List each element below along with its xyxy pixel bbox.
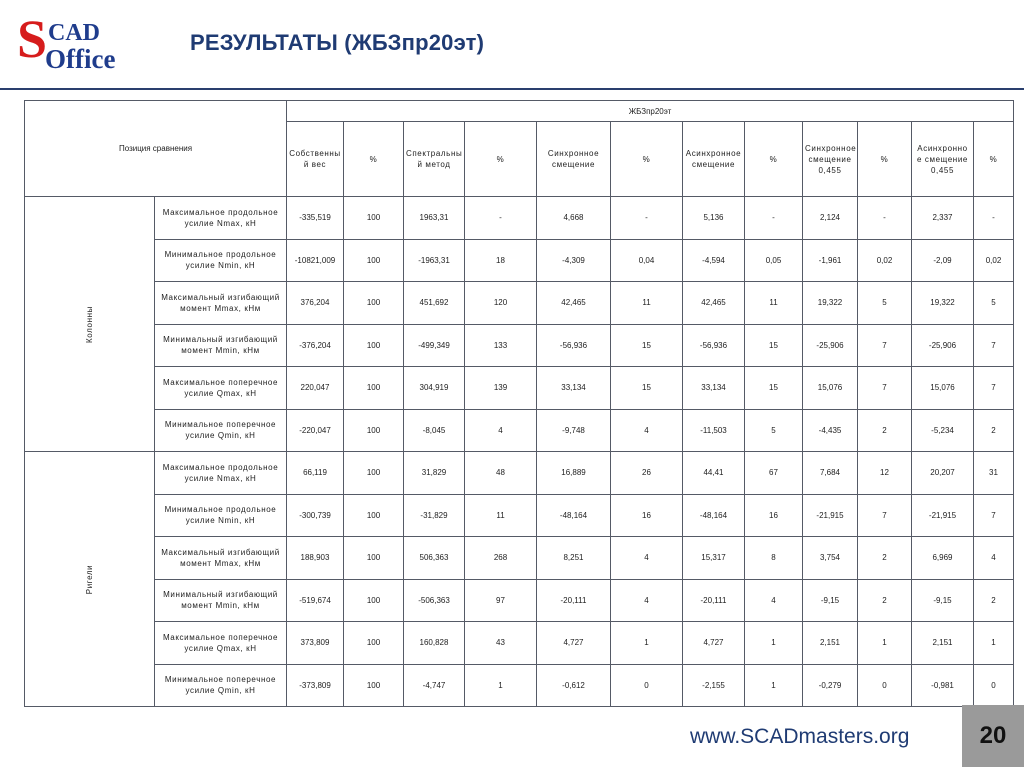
value-cell: 373,809 bbox=[287, 622, 344, 665]
cell-text-line: Минимальное продольное bbox=[164, 505, 277, 515]
value-cell: 6,969 bbox=[912, 537, 974, 580]
value-cell: 100 bbox=[344, 579, 404, 622]
results-table bbox=[24, 100, 1014, 707]
row-label bbox=[155, 537, 287, 580]
table-row bbox=[25, 197, 1014, 240]
cell-text-line: усилие Qmin, кН bbox=[185, 431, 256, 441]
value-cell: 100 bbox=[344, 367, 404, 410]
svg-text:S: S bbox=[17, 13, 48, 69]
value-cell: 15,076 bbox=[912, 367, 974, 410]
value-cell: 4,727 bbox=[537, 622, 611, 665]
value-cell: 2,337 bbox=[912, 197, 974, 240]
value-cell: 376,204 bbox=[287, 282, 344, 325]
value-cell: 100 bbox=[344, 452, 404, 495]
value-cell: 7 bbox=[858, 367, 912, 410]
value-cell: -300,739 bbox=[287, 494, 344, 537]
value-cell: -10821,009 bbox=[287, 239, 344, 282]
column-header bbox=[611, 122, 683, 197]
value-cell: 4 bbox=[611, 409, 683, 452]
value-cell: 33,134 bbox=[683, 367, 745, 410]
value-cell: -31,829 bbox=[404, 494, 465, 537]
cell-text-line: е смещение bbox=[917, 154, 968, 164]
value-cell: -1963,31 bbox=[404, 239, 465, 282]
value-cell: 4 bbox=[745, 579, 803, 622]
value-cell: 7 bbox=[974, 367, 1014, 410]
value-cell: 4,727 bbox=[683, 622, 745, 665]
scheme-header: ЖБЗпр20эт bbox=[287, 101, 1014, 122]
cell-text-line: усилие Qmax, кН bbox=[184, 643, 257, 653]
value-cell: 4 bbox=[611, 537, 683, 580]
cell-text-line: смещение bbox=[551, 160, 596, 169]
cell-text-line: Синхронное bbox=[805, 143, 857, 153]
value-cell: 67 bbox=[745, 452, 803, 495]
value-cell: -48,164 bbox=[537, 494, 611, 537]
cell-text-line: смещение bbox=[691, 160, 736, 169]
value-cell: 100 bbox=[344, 409, 404, 452]
cell-text-line: Максимальное поперечное bbox=[162, 632, 279, 642]
cell-text-line: Асинхронное bbox=[685, 149, 742, 158]
value-cell: 0,02 bbox=[858, 239, 912, 282]
cell-text-line: момент Mmax, кНм bbox=[180, 303, 261, 313]
value-cell: -506,363 bbox=[404, 579, 465, 622]
value-cell: 8,251 bbox=[537, 537, 611, 580]
column-header bbox=[745, 122, 803, 197]
value-cell: -2,155 bbox=[683, 664, 745, 707]
value-cell: 19,322 bbox=[803, 282, 858, 325]
row-label bbox=[155, 664, 287, 707]
value-cell: 18 bbox=[465, 239, 537, 282]
cell-text-line: Спектральны bbox=[406, 149, 463, 158]
cell-text-line: Максимальное продольное bbox=[162, 207, 279, 217]
value-cell: 451,692 bbox=[404, 282, 465, 325]
value-cell: 7 bbox=[858, 324, 912, 367]
value-cell: 26 bbox=[611, 452, 683, 495]
value-cell: -0,981 bbox=[912, 664, 974, 707]
value-cell: 11 bbox=[465, 494, 537, 537]
row-label bbox=[155, 409, 287, 452]
cell-text-line: 0,455 bbox=[818, 165, 842, 175]
value-cell: -0,612 bbox=[537, 664, 611, 707]
value-cell: 2,151 bbox=[912, 622, 974, 665]
value-cell: 160,828 bbox=[404, 622, 465, 665]
svg-text:Office: Office bbox=[45, 44, 116, 74]
cell-text-line: 0,455 bbox=[930, 165, 955, 175]
value-cell: -499,349 bbox=[404, 324, 465, 367]
value-cell: 0,02 bbox=[974, 239, 1014, 282]
cell-text-line: % bbox=[642, 154, 651, 164]
value-cell: -48,164 bbox=[683, 494, 745, 537]
value-cell: 0,04 bbox=[611, 239, 683, 282]
value-cell: - bbox=[745, 197, 803, 240]
value-cell: 15,317 bbox=[683, 537, 745, 580]
cell-text-line: Минимальное поперечное bbox=[164, 675, 277, 685]
group-label bbox=[25, 197, 155, 452]
cell-text-line: Синхронное bbox=[547, 149, 600, 158]
value-cell: 33,134 bbox=[537, 367, 611, 410]
value-cell: 11 bbox=[611, 282, 683, 325]
value-cell: 4,668 bbox=[537, 197, 611, 240]
value-cell: 2 bbox=[974, 579, 1014, 622]
value-cell: 1 bbox=[745, 622, 803, 665]
value-cell: 4 bbox=[611, 579, 683, 622]
value-cell: 139 bbox=[465, 367, 537, 410]
value-cell: 2 bbox=[858, 409, 912, 452]
value-cell: 0 bbox=[974, 664, 1014, 707]
value-cell: 15 bbox=[745, 367, 803, 410]
value-cell: 1963,31 bbox=[404, 197, 465, 240]
cell-text-line: й вес bbox=[303, 160, 327, 169]
table-row bbox=[25, 282, 1014, 325]
value-cell: -2,09 bbox=[912, 239, 974, 282]
value-cell: -56,936 bbox=[537, 324, 611, 367]
cell-text-line: усилие Nmax, кН bbox=[184, 218, 257, 228]
value-cell: - bbox=[858, 197, 912, 240]
value-cell: 16 bbox=[745, 494, 803, 537]
table-row bbox=[25, 664, 1014, 707]
value-cell: 0,05 bbox=[745, 239, 803, 282]
column-header bbox=[287, 122, 344, 197]
page-title: РЕЗУЛЬТАТЫ (ЖБЗпр20эт) bbox=[190, 30, 485, 55]
table-row bbox=[25, 622, 1014, 665]
value-cell: 2,151 bbox=[803, 622, 858, 665]
value-cell: 1 bbox=[745, 664, 803, 707]
value-cell: -21,915 bbox=[912, 494, 974, 537]
value-cell: -25,906 bbox=[803, 324, 858, 367]
value-cell: 304,919 bbox=[404, 367, 465, 410]
cell-text-line: % bbox=[496, 154, 505, 164]
value-cell: 120 bbox=[465, 282, 537, 325]
value-cell: 15,076 bbox=[803, 367, 858, 410]
cell-text-line: усилие Qmin, кН bbox=[185, 686, 256, 696]
table-row bbox=[25, 494, 1014, 537]
position-header: Позиция сравнения bbox=[25, 101, 287, 197]
results-table-body bbox=[25, 101, 1014, 707]
value-cell: -56,936 bbox=[683, 324, 745, 367]
cell-text-line: Максимальный изгибающий bbox=[161, 547, 280, 557]
value-cell: -25,906 bbox=[912, 324, 974, 367]
value-cell: 268 bbox=[465, 537, 537, 580]
row-label bbox=[155, 282, 287, 325]
value-cell: 7 bbox=[858, 494, 912, 537]
value-cell: -9,748 bbox=[537, 409, 611, 452]
row-label bbox=[155, 324, 287, 367]
cell-text-line: усилие Nmin, кН bbox=[185, 516, 256, 526]
value-cell: 506,363 bbox=[404, 537, 465, 580]
column-header bbox=[912, 122, 974, 197]
value-cell: -373,809 bbox=[287, 664, 344, 707]
row-label bbox=[155, 197, 287, 240]
value-cell: -220,047 bbox=[287, 409, 344, 452]
value-cell: 0 bbox=[611, 664, 683, 707]
cell-text-line: момент Mmin, кНм bbox=[181, 601, 260, 611]
table-row bbox=[25, 452, 1014, 495]
value-cell: 2,124 bbox=[803, 197, 858, 240]
value-cell: 12 bbox=[858, 452, 912, 495]
value-cell: -335,519 bbox=[287, 197, 344, 240]
value-cell: 15 bbox=[611, 367, 683, 410]
value-cell: 5 bbox=[745, 409, 803, 452]
value-cell: 2 bbox=[974, 409, 1014, 452]
value-cell: 7 bbox=[974, 494, 1014, 537]
row-label bbox=[155, 367, 287, 410]
value-cell: 48 bbox=[465, 452, 537, 495]
value-cell: -9,15 bbox=[912, 579, 974, 622]
value-cell: 44,41 bbox=[683, 452, 745, 495]
value-cell: -4,309 bbox=[537, 239, 611, 282]
footer-url: www.SCADmasters.org bbox=[690, 725, 910, 748]
cell-text-line: Асинхронно bbox=[917, 143, 968, 153]
cell-text-line: момент Mmax, кНм bbox=[180, 558, 261, 568]
column-header bbox=[404, 122, 465, 197]
cell-text-line: усилие Nmin, кН bbox=[185, 261, 256, 271]
value-cell: 7 bbox=[974, 324, 1014, 367]
value-cell: -21,915 bbox=[803, 494, 858, 537]
value-cell: - bbox=[611, 197, 683, 240]
value-cell: 7,684 bbox=[803, 452, 858, 495]
value-cell: 15 bbox=[611, 324, 683, 367]
value-cell: -20,111 bbox=[537, 579, 611, 622]
column-header bbox=[683, 122, 745, 197]
cell-text-line: Минимальный изгибающий bbox=[163, 590, 278, 600]
value-cell: 16 bbox=[611, 494, 683, 537]
value-cell: 42,465 bbox=[683, 282, 745, 325]
column-header bbox=[465, 122, 537, 197]
cell-text-line: Минимальное продольное bbox=[164, 250, 277, 260]
value-cell: 100 bbox=[344, 537, 404, 580]
scad-office-logo bbox=[14, 13, 176, 75]
value-cell: -376,204 bbox=[287, 324, 344, 367]
value-cell: 4 bbox=[465, 409, 537, 452]
value-cell: 4 bbox=[974, 537, 1014, 580]
value-cell: -5,234 bbox=[912, 409, 974, 452]
value-cell: -4,747 bbox=[404, 664, 465, 707]
value-cell: 100 bbox=[344, 197, 404, 240]
cell-text-line: Максимальное продольное bbox=[162, 462, 279, 472]
value-cell: 1 bbox=[858, 622, 912, 665]
table-row bbox=[25, 579, 1014, 622]
row-label bbox=[155, 622, 287, 665]
value-cell: 100 bbox=[344, 282, 404, 325]
row-label bbox=[155, 579, 287, 622]
value-cell: 3,754 bbox=[803, 537, 858, 580]
table-row bbox=[25, 409, 1014, 452]
value-cell: 31 bbox=[974, 452, 1014, 495]
value-cell: 100 bbox=[344, 664, 404, 707]
cell-text-line: Максимальное поперечное bbox=[162, 377, 279, 387]
header-row-scheme bbox=[25, 101, 1014, 122]
group-label bbox=[25, 452, 155, 707]
value-cell: 42,465 bbox=[537, 282, 611, 325]
page-number: 20 bbox=[962, 705, 1024, 767]
svg-text:CAD: CAD bbox=[48, 20, 100, 46]
table-row bbox=[25, 367, 1014, 410]
cell-text-line: % bbox=[989, 154, 998, 164]
column-header bbox=[803, 122, 858, 197]
value-cell: 1 bbox=[465, 664, 537, 707]
value-cell: 5 bbox=[858, 282, 912, 325]
value-cell: -8,045 bbox=[404, 409, 465, 452]
column-header bbox=[344, 122, 404, 197]
row-label bbox=[155, 452, 287, 495]
value-cell: 220,047 bbox=[287, 367, 344, 410]
cell-text-line: й метод bbox=[417, 160, 451, 169]
cell-text-line: Минимальный изгибающий bbox=[163, 335, 278, 345]
group-label-text: Колонны bbox=[85, 305, 94, 343]
cell-text-line: Минимальное поперечное bbox=[164, 420, 277, 430]
value-cell: -11,503 bbox=[683, 409, 745, 452]
row-label bbox=[155, 239, 287, 282]
group-label-text: Ригели bbox=[85, 564, 94, 594]
value-cell: -9,15 bbox=[803, 579, 858, 622]
value-cell: 16,889 bbox=[537, 452, 611, 495]
value-cell: 15 bbox=[745, 324, 803, 367]
cell-text-line: усилие Qmax, кН bbox=[184, 388, 257, 398]
table-row bbox=[25, 537, 1014, 580]
column-header bbox=[537, 122, 611, 197]
value-cell: 1 bbox=[974, 622, 1014, 665]
value-cell: 100 bbox=[344, 239, 404, 282]
header-divider bbox=[0, 88, 1024, 90]
value-cell: - bbox=[465, 197, 537, 240]
value-cell: 66,119 bbox=[287, 452, 344, 495]
table-row bbox=[25, 239, 1014, 282]
row-label bbox=[155, 494, 287, 537]
value-cell: - bbox=[974, 197, 1014, 240]
cell-text-line: Собственны bbox=[289, 149, 341, 158]
value-cell: -4,594 bbox=[683, 239, 745, 282]
value-cell: 2 bbox=[858, 537, 912, 580]
value-cell: -4,435 bbox=[803, 409, 858, 452]
cell-text-line: % bbox=[769, 154, 778, 164]
value-cell: -20,111 bbox=[683, 579, 745, 622]
value-cell: 20,207 bbox=[912, 452, 974, 495]
value-cell: -0,279 bbox=[803, 664, 858, 707]
value-cell: 5,136 bbox=[683, 197, 745, 240]
cell-text-line: усилие Nmax, кН bbox=[184, 473, 257, 483]
table-row bbox=[25, 324, 1014, 367]
value-cell: 31,829 bbox=[404, 452, 465, 495]
value-cell: 97 bbox=[465, 579, 537, 622]
column-header bbox=[858, 122, 912, 197]
value-cell: 2 bbox=[858, 579, 912, 622]
value-cell: 43 bbox=[465, 622, 537, 665]
value-cell: -519,674 bbox=[287, 579, 344, 622]
value-cell: 8 bbox=[745, 537, 803, 580]
value-cell: 5 bbox=[974, 282, 1014, 325]
column-header bbox=[974, 122, 1014, 197]
value-cell: 100 bbox=[344, 324, 404, 367]
value-cell: 19,322 bbox=[912, 282, 974, 325]
value-cell: 1 bbox=[611, 622, 683, 665]
value-cell: 188,903 bbox=[287, 537, 344, 580]
cell-text-line: момент Mmin, кНм bbox=[181, 346, 260, 356]
value-cell: 133 bbox=[465, 324, 537, 367]
value-cell: -1,961 bbox=[803, 239, 858, 282]
value-cell: 0 bbox=[858, 664, 912, 707]
cell-text-line: % bbox=[880, 154, 889, 164]
value-cell: 100 bbox=[344, 494, 404, 537]
cell-text-line: Максимальный изгибающий bbox=[161, 292, 280, 302]
cell-text-line: % bbox=[369, 154, 378, 164]
cell-text-line: смещение bbox=[808, 154, 852, 164]
value-cell: 100 bbox=[344, 622, 404, 665]
value-cell: 11 bbox=[745, 282, 803, 325]
